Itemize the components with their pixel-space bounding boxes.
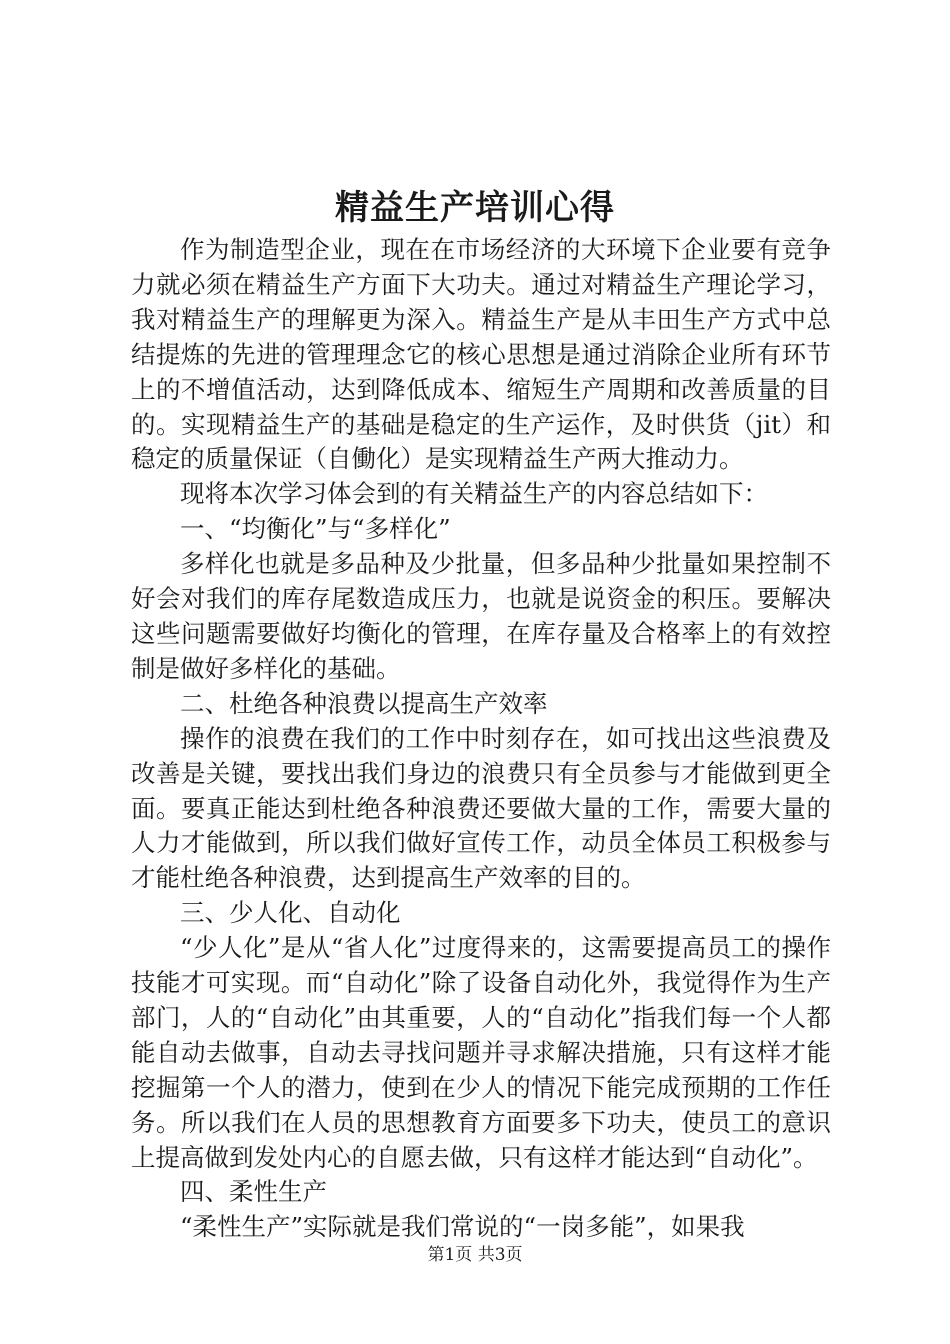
- section-heading-3: 三、少人化、自动化: [180, 898, 401, 928]
- paragraph-section-4: “柔性生产”实际就是我们常说的“一岗多能”，如果我: [180, 1212, 745, 1242]
- paragraph-intro: 作为制造型企业，现在在市场经济的大环境下企业要有竞争力就必须在精益生产方面下大功夫。通过对精益生产理论学习，我对精益生产的理解更为深入。精益生产是从丰田生产方式中总结提炼的先进的管理理念它的核心思想是通过消除企业所有环节上的不增值活动，达到降低成本、缩短生产周期和改善质量的目的。实现精益生产的基础是稳定的生产运作，及时供货（jit）和稳定的质量保证（自働化）是实现精益生产两大推动力。: [131, 235, 831, 474]
- section-heading-4: 四、柔性生产: [180, 1177, 327, 1207]
- section-heading-2: 二、杜绝各种浪费以提高生产效率: [180, 688, 548, 718]
- paragraph-section-2: 操作的浪费在我们的工作中时刻存在，如可找出这些浪费及改善是关键，要找出我们身边的浪费只有全员参与才能做到更全面。要真正能达到杜绝各种浪费还要做大量的工作，需要大量的人力才能做到，所以我们做好宣传工作，动员全体员工积极参与才能杜绝各种浪费，达到提高生产效率的目的。: [131, 723, 831, 893]
- paragraph-section-1: 多样化也就是多品种及少批量，但多品种少批量如果控制不好会对我们的库存尾数造成压力，也就是说资金的积压。要解决这些问题需要做好均衡化的管理，在库存量及合格率上的有效控制是做好多样化的基础。: [131, 549, 831, 683]
- section-heading-1: 一、“均衡化”与“多样化”: [180, 514, 451, 544]
- document-body: [131, 233, 831, 1245]
- paragraph-section-3: “少人化”是从“省人化”过度得来的，这需要提高员工的操作技能才可实现。而“自动化”除了设备自动化外，我觉得作为生产部门，人的“自动化”由其重要，人的“自动化”指我们每一个人都能自动去做事，自动去寻找问题并寻求解决措施，只有这样才能挖掘第一个人的潜力，使到在少人的情况下能完成预期的工作任务。所以我们在人员的思想教育方面要多下功夫，使员工的意识上提高做到发处内心的自愿去做，只有这样才能达到“自动化”。: [131, 933, 831, 1172]
- page-number-footer: 第1页 共3页: [427, 1245, 523, 1265]
- document-title: 精益生产培训心得: [335, 188, 615, 228]
- paragraph-summary-lead: 现将本次学习体会到的有关精益生产的内容总结如下：: [180, 479, 768, 509]
